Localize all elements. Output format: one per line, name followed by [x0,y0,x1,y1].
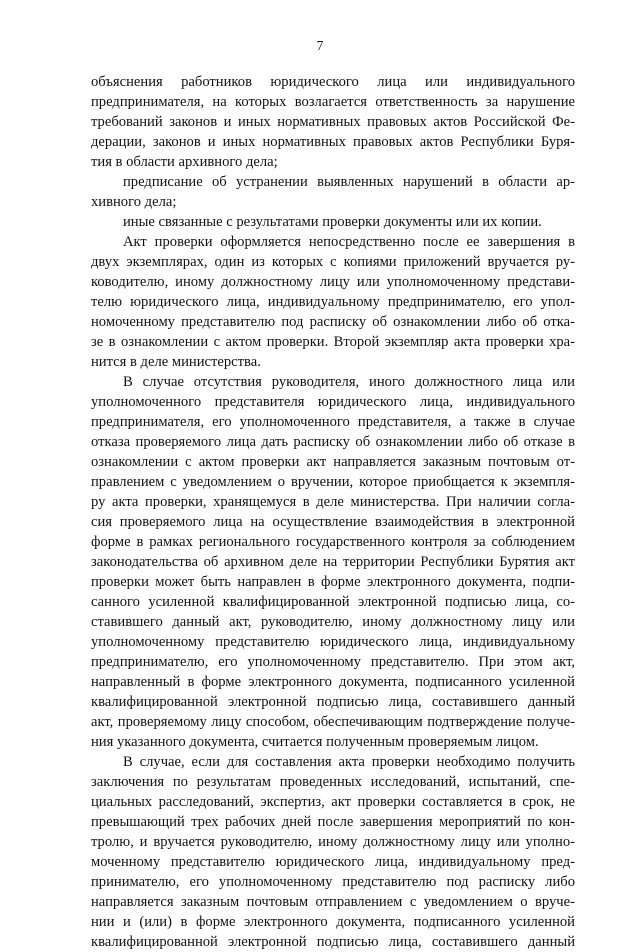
text-line: уполномоченному представителю юридического лица, индивидуальному [91,634,575,650]
text-line: ознакомлении с актом проверки акт направляется заказным почтовым от- [91,454,575,470]
text-line: тия в области архивного дела; [91,154,278,170]
text-line: ководителю, иному должностному лицу или уполномоченному представи- [91,274,575,290]
text-line: Акт проверки оформляется непосредственно после ее завершения в [123,234,575,250]
text-line: сия проверяемого лица на осуществление взаимодействия в электронной [91,514,575,530]
text-line: превышающий трех рабочих дней после завершения мероприятий по кон- [91,814,575,830]
text-line: санного усиленной квалифицированной электронной подписью лица, со- [91,594,575,610]
paragraph [91,372,575,752]
text-line: номоченному представителю под расписку об ознакомлении либо об отка- [91,314,575,330]
text-line: акт, проверяемому лицу способом, обеспечивающим подтверждение получе- [91,714,575,730]
text-line: направленный в форме электронного документа, подписанного усиленной [91,674,575,690]
paragraph [91,72,575,172]
text-line: требований законов и иных нормативных правовых актов Российской Фе- [91,114,575,130]
document-body [91,72,575,952]
text-line: дерации, законов и иных нормативных правовых актов Республики Буря- [91,134,575,150]
text-line: иные связанные с результатами проверки документы или их копии. [123,214,542,230]
text-line: объяснения работников юридического лица или индивидуального [91,74,575,90]
text-line: хивного дела; [91,194,177,210]
text-line: заключения по результатам проведенных исследований, испытаний, спе- [91,774,575,790]
text-line: правлением с уведомлением о вручении, которое приобщается к экземпля- [91,474,575,490]
text-line: законодательства об архивном деле на территории Республики Бурятия акт [91,554,575,570]
text-line: В случае, если для составления акта проверки необходимо получить [123,754,575,770]
text-line: нии и (или) в форме электронного документа, подписанного усиленной [91,914,575,930]
text-line: ру акта проверки, хранящемуся в деле министерства. При наличии согла- [91,494,575,510]
text-line: двух экземплярах, один из которых с копиями приложений вручается ру- [91,254,575,270]
text-line: квалифицированной электронной подписью лица, составившего данный [91,694,575,710]
text-line: моченному представителю юридического лица, индивидуальному пред- [91,854,575,870]
text-line: квалифицированной электронной подписью лица, составившего данный [91,934,575,950]
text-line: форме в рамках регионального государственного контроля за соблюдением [91,534,575,550]
paragraph [91,172,575,212]
text-line: уполномоченного представителя юридического лица, индивидуального [91,394,575,410]
text-line: предпринимателю, его уполномоченному представителю. При этом акт, [91,654,575,670]
text-line: телю юридического лица, индивидуальному предпринимателю, его упол- [91,294,575,310]
text-line: предписание об устранении выявленных нарушений в области ар- [123,174,575,190]
page-number: 7 [316,38,324,53]
text-line: направляется заказным почтовым отправлением с уведомлением о вруче- [91,894,575,910]
text-line: ставившего данный акт, руководителю, иному должностному лицу или [91,614,575,630]
text-line: зе в ознакомлении с актом проверки. Второй экземпляр акта проверки хра- [91,334,575,350]
text-line: В случае отсутствия руководителя, иного должностного лица или [123,374,575,390]
text-line: предпринимателя, его уполномоченного представителя, а также в случае [91,414,575,430]
paragraph [91,232,575,372]
text-line: нится в деле министерства. [91,354,261,370]
text-line: отказа проверяемого лица дать расписку об ознакомлении либо об отказе в [91,434,575,450]
text-line: предпринимателя, на которых возлагается ответственность за нарушение [91,94,575,110]
text-line: принимателю, его уполномоченному представителю под расписку либо [91,874,575,890]
text-line: проверки может быть направлен в форме электронного документа, подпи- [91,574,575,590]
paragraph [91,212,575,232]
text-line: циальных расследований, экспертиз, акт проверки составляется в срок, не [91,794,575,810]
text-line: ния указанного документа, считается полученным проверяемым лицом. [91,734,539,750]
paragraph [91,752,575,952]
text-line: тролю, и вручается руководителю, иному должностному лицу или уполно- [91,834,575,850]
